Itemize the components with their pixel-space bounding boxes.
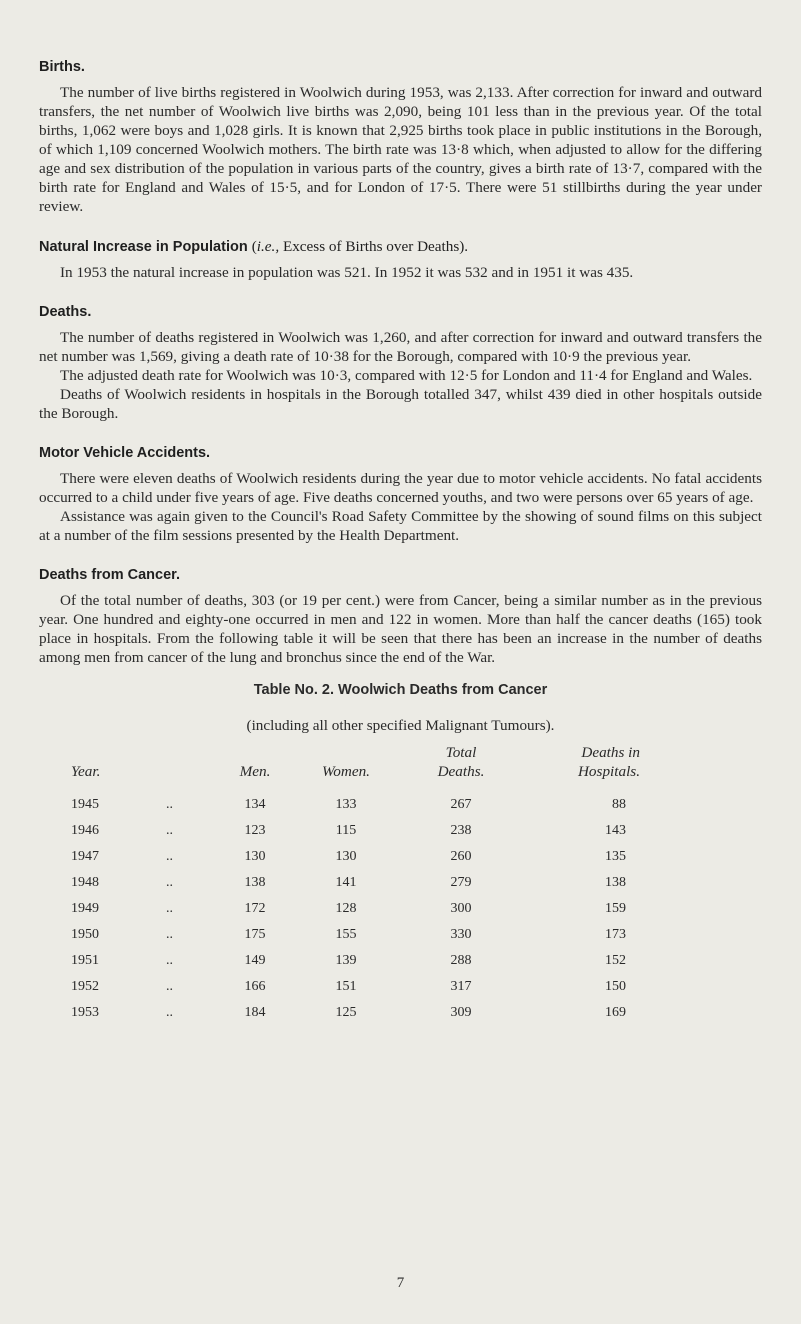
cell-year: 1951: [71, 952, 99, 968]
cell-women: 151: [335, 978, 357, 994]
table-row: [71, 843, 640, 869]
header-spacer: [166, 743, 224, 791]
cell-men: 184: [244, 1004, 266, 1020]
cell-men: 130: [244, 848, 266, 864]
cell-total-deaths: 330: [450, 926, 472, 942]
cell-leader: ..: [166, 952, 173, 968]
section-heading: Natural Increase in Population (i.e., Excess of Births over Deaths).: [39, 238, 469, 255]
cell-year: 1953: [71, 1004, 99, 1020]
cell-year: 1945: [71, 796, 99, 812]
cell-year: 1946: [71, 822, 99, 838]
cell-leader: ..: [166, 874, 173, 890]
cell-total-deaths: 288: [450, 952, 472, 968]
table-row: [71, 921, 640, 947]
cell-men: 149: [244, 952, 266, 968]
cell-men: 138: [244, 874, 266, 890]
cell-men: 166: [244, 978, 266, 994]
paragraph: The number of live births registered in Woolwich during 1953, was 2,133. After correction for inward and outward transfers, the net number of Woolwich live births was 2,090, being 101 less than in the previous year. Of the total births, 1,062 were boys and 1,028 girls. It is known that 2,925 births took place in public institutions in the Borough, of which 1,109 concerned Woolwich mothers. The birth rate was 13·8 which, when adjusted to allow for the differing age and sex distribution of the population in various parts of the country, gives a birth rate of 13·7, compared with the birth rate for England and Wales of 15·5, and for London of 17·5. There were 51 stillbirths during the year under review.: [39, 84, 762, 215]
table-row: [71, 947, 640, 973]
cell-deaths-in-hospitals: 88: [612, 796, 626, 812]
paragraph: In 1953 the natural increase in population was 521. In 1952 it was 532 and in 1951 it was 435.: [60, 264, 634, 281]
cell-year: 1950: [71, 926, 99, 942]
section-births: [39, 58, 762, 216]
section-motor-vehicle-accidents: [39, 444, 762, 545]
cell-men: 134: [244, 796, 266, 812]
paragraph: Assistance was again given to the Council's Road Safety Committee by the showing of sound films on this subject at a number of the film sessions presented by the Health Department.: [39, 508, 762, 544]
cancer-deaths-table: [71, 743, 640, 1025]
section-deaths-from-cancer: [39, 566, 762, 667]
cell-women: 139: [335, 952, 357, 968]
cell-leader: ..: [166, 1004, 173, 1020]
table-body: [71, 791, 640, 1025]
cell-leader: ..: [166, 978, 173, 994]
paragraph: The number of deaths registered in Woolwich was 1,260, and after correction for inward and outward transfers the net number was 1,569, giving a death rate of 10·38 for the Borough, compared with 10·9 the previous year.: [39, 329, 762, 365]
section-heading: Deaths from Cancer.: [39, 567, 181, 583]
table-row: [71, 999, 640, 1025]
cell-total-deaths: 317: [450, 978, 472, 994]
cell-deaths-in-hospitals: 152: [605, 952, 626, 968]
paragraph: The adjusted death rate for Woolwich was 10·3, compared with 12·5 for London and 11·4 for England and Wales.: [60, 367, 753, 384]
table-row: [71, 869, 640, 895]
table-subtitle: (including all other specified Malignant Tumours).: [246, 717, 555, 734]
table-row: [71, 791, 640, 817]
table-title: Table No. 2. Woolwich Deaths from Cancer: [253, 682, 548, 698]
cell-women: 141: [335, 874, 357, 890]
cell-total-deaths: 267: [450, 796, 472, 812]
cell-total-deaths: 300: [450, 900, 472, 916]
table-header-row: [71, 743, 640, 791]
cell-men: 172: [244, 900, 266, 916]
cell-deaths-in-hospitals: 173: [605, 926, 626, 942]
table-row: [71, 817, 640, 843]
cell-women: 115: [335, 822, 357, 838]
cell-deaths-in-hospitals: 135: [605, 848, 626, 864]
paragraph: Of the total number of deaths, 303 (or 19 per cent.) were from Cancer, being a similar number as in the previous year. One hundred and eighty-one occurred in men and 122 in women. More than half the cancer deaths (165) took place in hospitals. From the following table it will be seen that there has been an increase in the number of deaths among men from cancer of the lung and bronchus since the end of the War.: [39, 592, 762, 666]
header-women: Women.: [322, 763, 370, 780]
cell-year: 1949: [71, 900, 99, 916]
cell-deaths-in-hospitals: 143: [605, 822, 626, 838]
cell-year: 1947: [71, 848, 99, 864]
cell-leader: ..: [166, 900, 173, 916]
header-total-deaths: Total Deaths.: [437, 744, 485, 780]
cell-men: 175: [244, 926, 266, 942]
cell-total-deaths: 279: [450, 874, 472, 890]
section-heading: Motor Vehicle Accidents.: [39, 445, 211, 461]
cell-total-deaths: 309: [450, 1004, 472, 1020]
header-men: Men.: [239, 763, 271, 780]
cell-deaths-in-hospitals: 150: [605, 978, 626, 994]
section-deaths: [39, 303, 762, 423]
cell-leader: ..: [166, 926, 173, 942]
cell-leader: ..: [166, 848, 173, 864]
paragraph: There were eleven deaths of Woolwich residents during the year due to motor vehicle accidents. No fatal accidents occurred to a child under five years of age. Five deaths concerned youths, and two were persons over 65 years of age.: [39, 470, 762, 506]
table-row: [71, 973, 640, 999]
cell-year: 1952: [71, 978, 99, 994]
section-natural-increase: [39, 237, 762, 282]
header-deaths-in-hospitals: Deaths in Hospitals.: [577, 744, 640, 780]
paragraph: Deaths of Woolwich residents in hospitals in the Borough totalled 347, whilst 439 died in other hospitals outside the Borough.: [39, 386, 762, 422]
cell-total-deaths: 238: [450, 822, 472, 838]
heading-note: (i.e., Excess of Births over Deaths).: [251, 238, 469, 255]
cell-women: 133: [335, 796, 357, 812]
cell-total-deaths: 260: [450, 848, 472, 864]
section-heading: Deaths.: [39, 304, 92, 320]
header-year: Year.: [71, 763, 101, 780]
cell-deaths-in-hospitals: 159: [605, 900, 626, 916]
cell-men: 123: [244, 822, 266, 838]
cell-women: 125: [335, 1004, 357, 1020]
cell-leader: ..: [166, 822, 173, 838]
cell-women: 130: [335, 848, 357, 864]
section-heading: Births.: [39, 59, 85, 75]
cell-women: 128: [335, 900, 357, 916]
cell-women: 155: [335, 926, 357, 942]
page-number: 7: [396, 1275, 405, 1291]
cell-leader: ..: [166, 796, 173, 812]
cell-year: 1948: [71, 874, 99, 890]
cell-deaths-in-hospitals: 138: [605, 874, 626, 890]
cell-deaths-in-hospitals: 169: [605, 1004, 626, 1020]
table-row: [71, 895, 640, 921]
